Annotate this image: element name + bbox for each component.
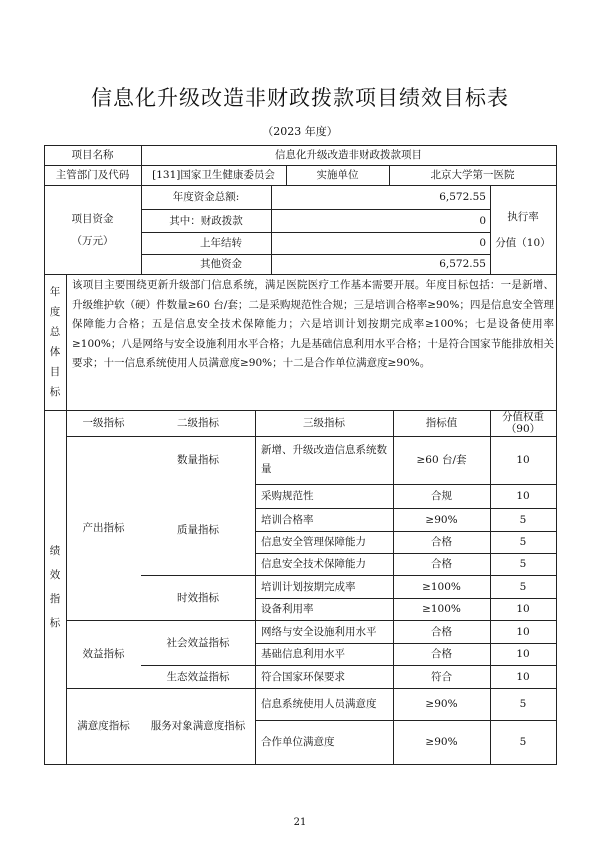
score-row-3: 5 xyxy=(519,513,527,526)
indicator-row-2: 采购规范性 xyxy=(261,490,314,502)
indicator-row-3: 培训合格率 xyxy=(261,513,314,526)
level1-benefit: 效益指标 xyxy=(82,648,125,660)
indicator-row-1: 新增、升级改造信息系统数量 xyxy=(261,444,387,475)
goal-label-char: 度 xyxy=(49,306,61,318)
unit-label: 实施单位 xyxy=(316,169,359,181)
goal-label-char: 目 xyxy=(49,366,61,378)
level2-ecological: 生态效益指标 xyxy=(166,670,230,683)
project-name-value: 信息化升级改造非财政拨款项目 xyxy=(275,149,422,161)
performance-label-char: 绩 xyxy=(49,545,61,557)
fiscal-funds-value: 0 xyxy=(479,214,486,227)
funds-label-line2: （万元） xyxy=(71,234,114,247)
page-subtitle: （2023 年度） xyxy=(262,125,338,138)
score-row-10: 10 xyxy=(516,670,530,683)
score-row-9: 10 xyxy=(516,648,530,660)
header-level2: 二级指标 xyxy=(177,417,219,429)
header-weight-line1: 分值权重 xyxy=(502,411,544,423)
indicator-row-9: 基础信息利用水平 xyxy=(261,648,345,660)
value-row-9: 合格 xyxy=(431,648,452,660)
level2-timeliness: 时效指标 xyxy=(177,591,219,604)
score-row-6: 5 xyxy=(519,580,527,593)
value-row-2: 合规 xyxy=(431,490,452,502)
page-title: 信息化升级改造非财政拨款项目绩效目标表 xyxy=(91,86,509,110)
score-row-2: 10 xyxy=(516,490,530,502)
performance-label-char: 效 xyxy=(49,569,61,581)
other-funds-value: 6,572.55 xyxy=(439,258,486,270)
execution-rate-line2: 分值（10） xyxy=(495,236,551,249)
project-name-label: 项目名称 xyxy=(71,149,114,161)
indicator-row-6: 培训计划按期完成率 xyxy=(261,580,356,593)
level1-output: 产出指标 xyxy=(82,522,125,534)
value-row-12: ≥90% xyxy=(425,736,458,748)
other-funds-label: 其他资金 xyxy=(200,258,242,270)
value-row-5: 合格 xyxy=(431,558,452,570)
goal-label-char: 总 xyxy=(49,326,61,338)
score-row-8: 10 xyxy=(516,625,530,638)
execution-rate-label xyxy=(490,185,556,274)
score-row-12: 5 xyxy=(519,736,527,748)
score-row-4: 5 xyxy=(519,536,527,548)
indicator-row-7: 设备利用率 xyxy=(261,603,314,615)
indicator-row-10: 符合国家环保要求 xyxy=(261,670,345,683)
header-weight-line2: （90） xyxy=(505,423,541,435)
indicator-row-11: 信息系统使用人员满意度 xyxy=(261,698,377,710)
total-funds-label: 年度资金总额: xyxy=(172,191,240,203)
annual-goal-text: 该项目主要围绕更新升级部门信息系统，满足医院医疗工作基本需要开展。年度目标包括：一是新增、升级维护软（硬）件数量≥60 台/套；二是采购规范性合规；三是培训合格率≥90%；四是信息安全管理保障能力合格；五是信息安全技术保障能力；六是培训计划按期完成率≥100%；七是设备使用率≥100%；八是网络与安全设施利用水平合格；九是基础信息利用水平合格；十是符合国家节能排放相关要求；十一信息系统使用人员满意度≥90%；十二是合作单位满意度≥90%。 xyxy=(72,279,554,369)
indicator-row-8: 网络与安全设施利用水平 xyxy=(261,625,377,638)
header-weight xyxy=(490,410,556,436)
level2-quality: 质量指标 xyxy=(177,523,219,536)
value-row-11: ≥90% xyxy=(425,698,458,710)
score-row-5: 5 xyxy=(519,558,527,570)
score-row-1: 10 xyxy=(516,454,530,466)
level2-social: 社会效益指标 xyxy=(166,636,230,649)
header-level1: 一级指标 xyxy=(82,417,125,429)
execution-rate-line1: 执行率 xyxy=(507,210,539,223)
fiscal-funds-label: 其中：财政拨款 xyxy=(169,214,243,227)
indicator-row-4: 信息安全管理保障能力 xyxy=(261,536,366,548)
header-level3: 三级指标 xyxy=(303,417,345,429)
carryover-label: 上年结转 xyxy=(200,237,242,249)
level2-quantity: 数量指标 xyxy=(177,454,219,466)
level1-satisfaction: 满意度指标 xyxy=(77,720,130,732)
header-value: 指标值 xyxy=(425,417,458,429)
value-row-4: 合格 xyxy=(431,536,452,548)
goal-label-char: 标 xyxy=(49,386,61,398)
score-row-11: 5 xyxy=(519,698,527,710)
indicator-row-12: 合作单位满意度 xyxy=(261,736,335,748)
total-funds-value: 6,572.55 xyxy=(439,191,486,203)
dept-label: 主管部门及代码 xyxy=(55,169,130,181)
performance-label-char: 标 xyxy=(49,617,61,629)
annual-goal-label xyxy=(44,274,66,410)
dept-value: [131]国家卫生健康委员会 xyxy=(152,169,275,181)
goal-label-char: 年 xyxy=(49,286,61,298)
page-number: 21 xyxy=(293,817,307,828)
score-row-7: 10 xyxy=(516,603,530,615)
level2-service: 服务对象满意度指标 xyxy=(150,720,246,732)
carryover-value: 0 xyxy=(479,237,486,249)
value-row-7: ≥100% xyxy=(422,603,461,615)
indicator-row-5: 信息安全技术保障能力 xyxy=(261,558,366,570)
unit-value: 北京大学第一医院 xyxy=(430,169,515,181)
performance-label xyxy=(44,410,66,764)
value-row-8: 合格 xyxy=(431,625,452,638)
performance-label-char: 指 xyxy=(49,593,61,605)
value-row-1: ≥60 台/套 xyxy=(416,454,467,466)
funds-label-line1: 项目资金 xyxy=(71,212,114,225)
funds-label xyxy=(44,185,141,274)
value-row-10: 符合 xyxy=(431,670,452,683)
goal-label-char: 体 xyxy=(49,346,61,358)
value-row-3: ≥90% xyxy=(425,513,458,526)
value-row-6: ≥100% xyxy=(422,580,461,593)
